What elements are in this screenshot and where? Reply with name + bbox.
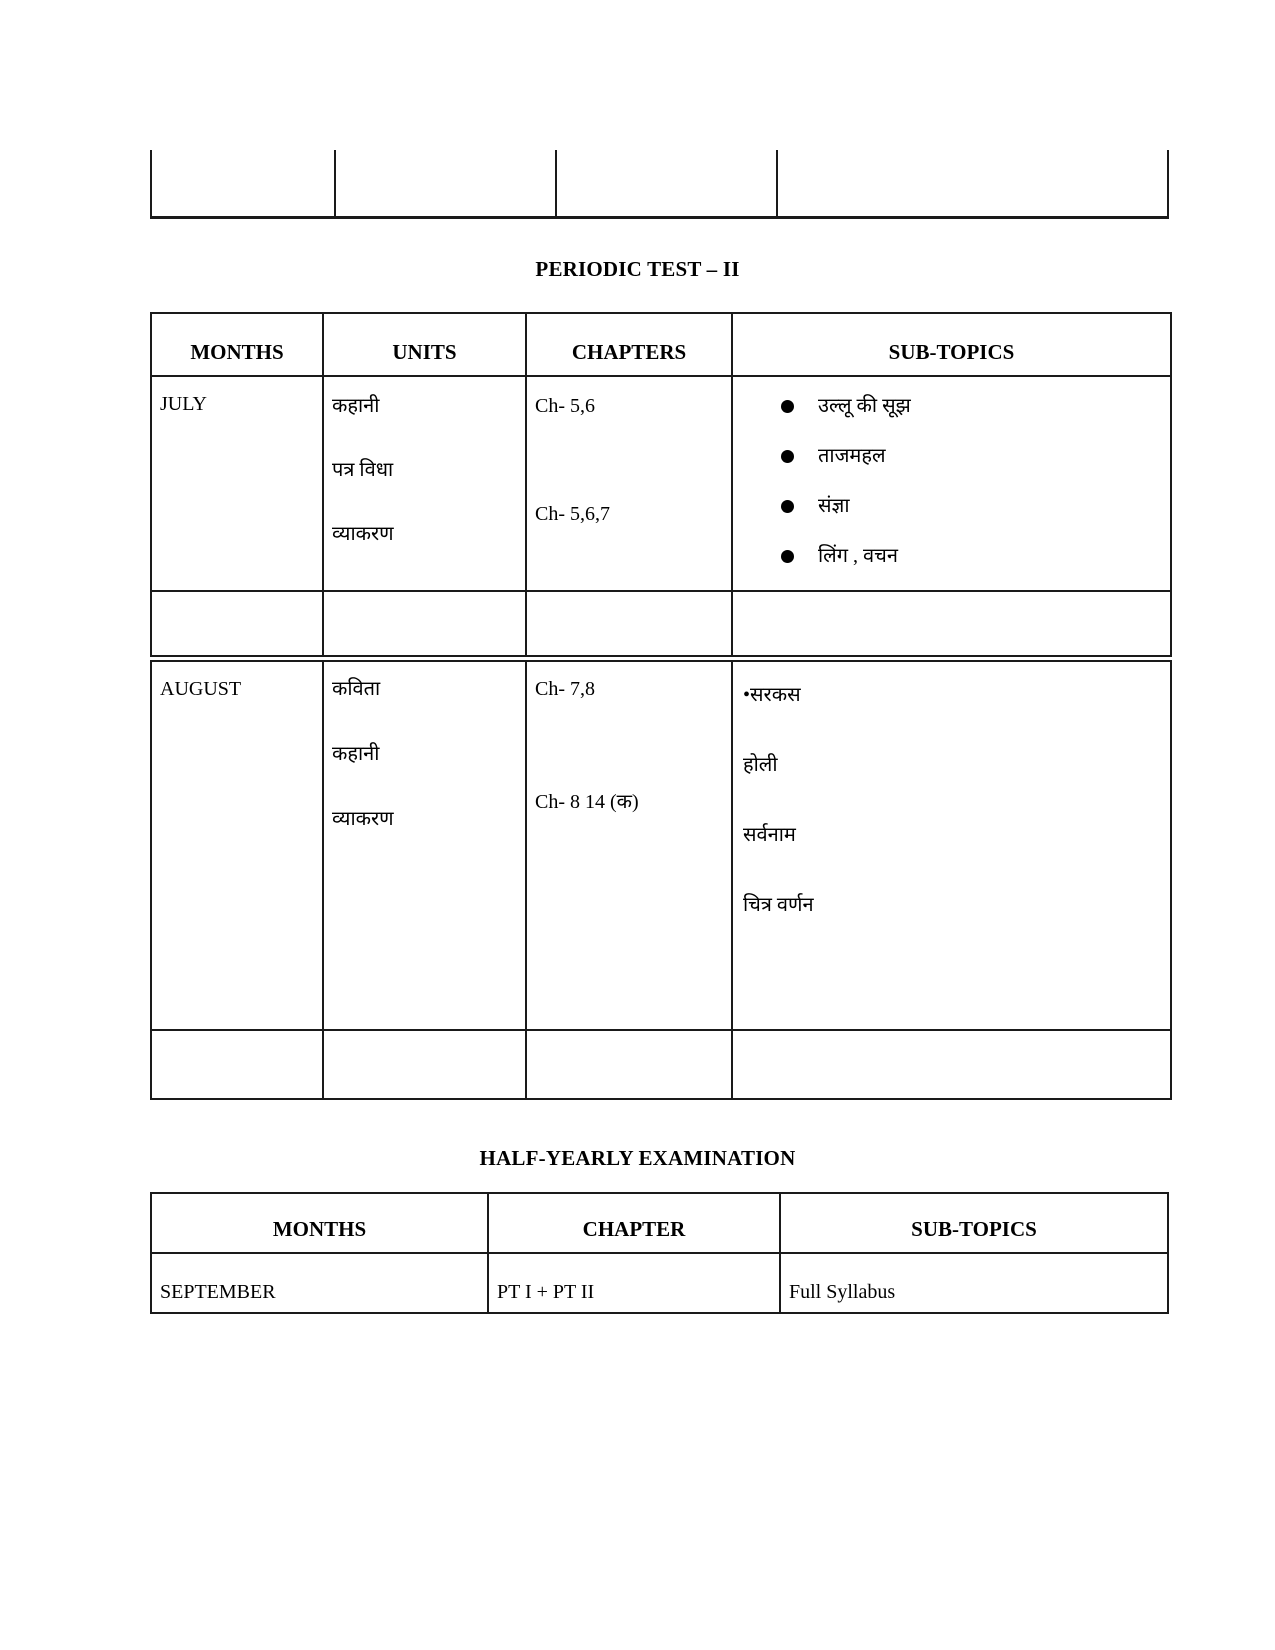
hy-header-chapter: CHAPTER (488, 1193, 780, 1253)
august-subtopic-4: चित्र वर्णन (743, 894, 814, 916)
empty-cell (526, 1030, 732, 1099)
july-month-cell (151, 376, 323, 591)
empty-cell (732, 1030, 1171, 1099)
fragment-cell-4 (776, 150, 1169, 216)
fragment-cell-3 (555, 150, 776, 216)
september-subtopics-cell: Full Syllabus (780, 1253, 1168, 1313)
empty-cell (732, 591, 1171, 656)
fragment-cell-2 (334, 150, 555, 216)
july-unit-2: पत्र विधा (332, 459, 394, 481)
july-subtopic-item (781, 441, 1162, 471)
july-subtopic-2: ताजमहल (818, 445, 886, 467)
august-units-cell (323, 661, 526, 1030)
august-unit-2: कहानी (332, 743, 380, 765)
empty-cell (323, 591, 526, 656)
august-month-label: AUGUST (160, 678, 242, 700)
half-yearly-heading: HALF-YEARLY EXAMINATION (479, 1146, 796, 1170)
july-units-cell (323, 376, 526, 591)
august-subtopic-2: होली (743, 754, 778, 776)
bullet-icon (781, 500, 794, 513)
july-unit-1: कहानी (332, 395, 380, 417)
august-chapter-2: Ch- 8 14 (क) (535, 791, 639, 813)
august-unit-3: व्याकरण (332, 808, 394, 830)
empty-cell (151, 1030, 323, 1099)
july-subtopic-4: लिंग , वचन (818, 545, 898, 567)
periodic-test-2-table (150, 312, 1172, 657)
july-subtopic-item (781, 391, 1162, 421)
pt2-header-subtopics: SUB-TOPICS (732, 313, 1171, 376)
july-month-label: JULY (160, 393, 207, 415)
july-chapter-1: Ch- 5,6 (535, 395, 595, 417)
september-chapter-cell: PT I + PT II (488, 1253, 780, 1313)
half-yearly-table (150, 1192, 1169, 1314)
july-subtopic-item (781, 541, 1162, 571)
july-subtopic-item (781, 491, 1162, 521)
july-subtopic-3: संज्ञा (818, 495, 850, 517)
september-month-cell: SEPTEMBER (151, 1253, 488, 1313)
bullet-icon (781, 550, 794, 563)
august-subtopics-cell (732, 661, 1171, 1030)
empty-cell (526, 591, 732, 656)
july-chapters-cell (526, 376, 732, 591)
july-subtopics-cell (732, 376, 1171, 591)
pt2-header-chapters: CHAPTERS (526, 313, 732, 376)
pt2-header-months: MONTHS (151, 313, 323, 376)
august-chapter-1: Ch- 7,8 (535, 678, 595, 700)
empty-cell (323, 1030, 526, 1099)
fragment-cell-1 (150, 150, 334, 216)
august-month-cell (151, 661, 323, 1030)
empty-cell (151, 591, 323, 656)
periodic-test-2-heading: PERIODIC TEST – II (535, 257, 740, 281)
bullet-icon (781, 450, 794, 463)
august-subtopic-3: सर्वनाम (743, 824, 796, 846)
august-table (150, 660, 1172, 1100)
july-subtopic-1: उल्लू की सूझ (818, 395, 911, 417)
pt2-header-units: UNITS (323, 313, 526, 376)
hy-header-subtopics: SUB-TOPICS (780, 1193, 1168, 1253)
july-unit-3: व्याकरण (332, 523, 394, 545)
august-unit-1: कविता (332, 678, 381, 700)
bullet-icon (781, 400, 794, 413)
august-chapters-cell (526, 661, 732, 1030)
july-chapter-2: Ch- 5,6,7 (535, 503, 610, 525)
continued-table-fragment (150, 150, 1169, 219)
hy-header-months: MONTHS (151, 1193, 488, 1253)
august-subtopic-1: • सरकस (743, 680, 1162, 710)
